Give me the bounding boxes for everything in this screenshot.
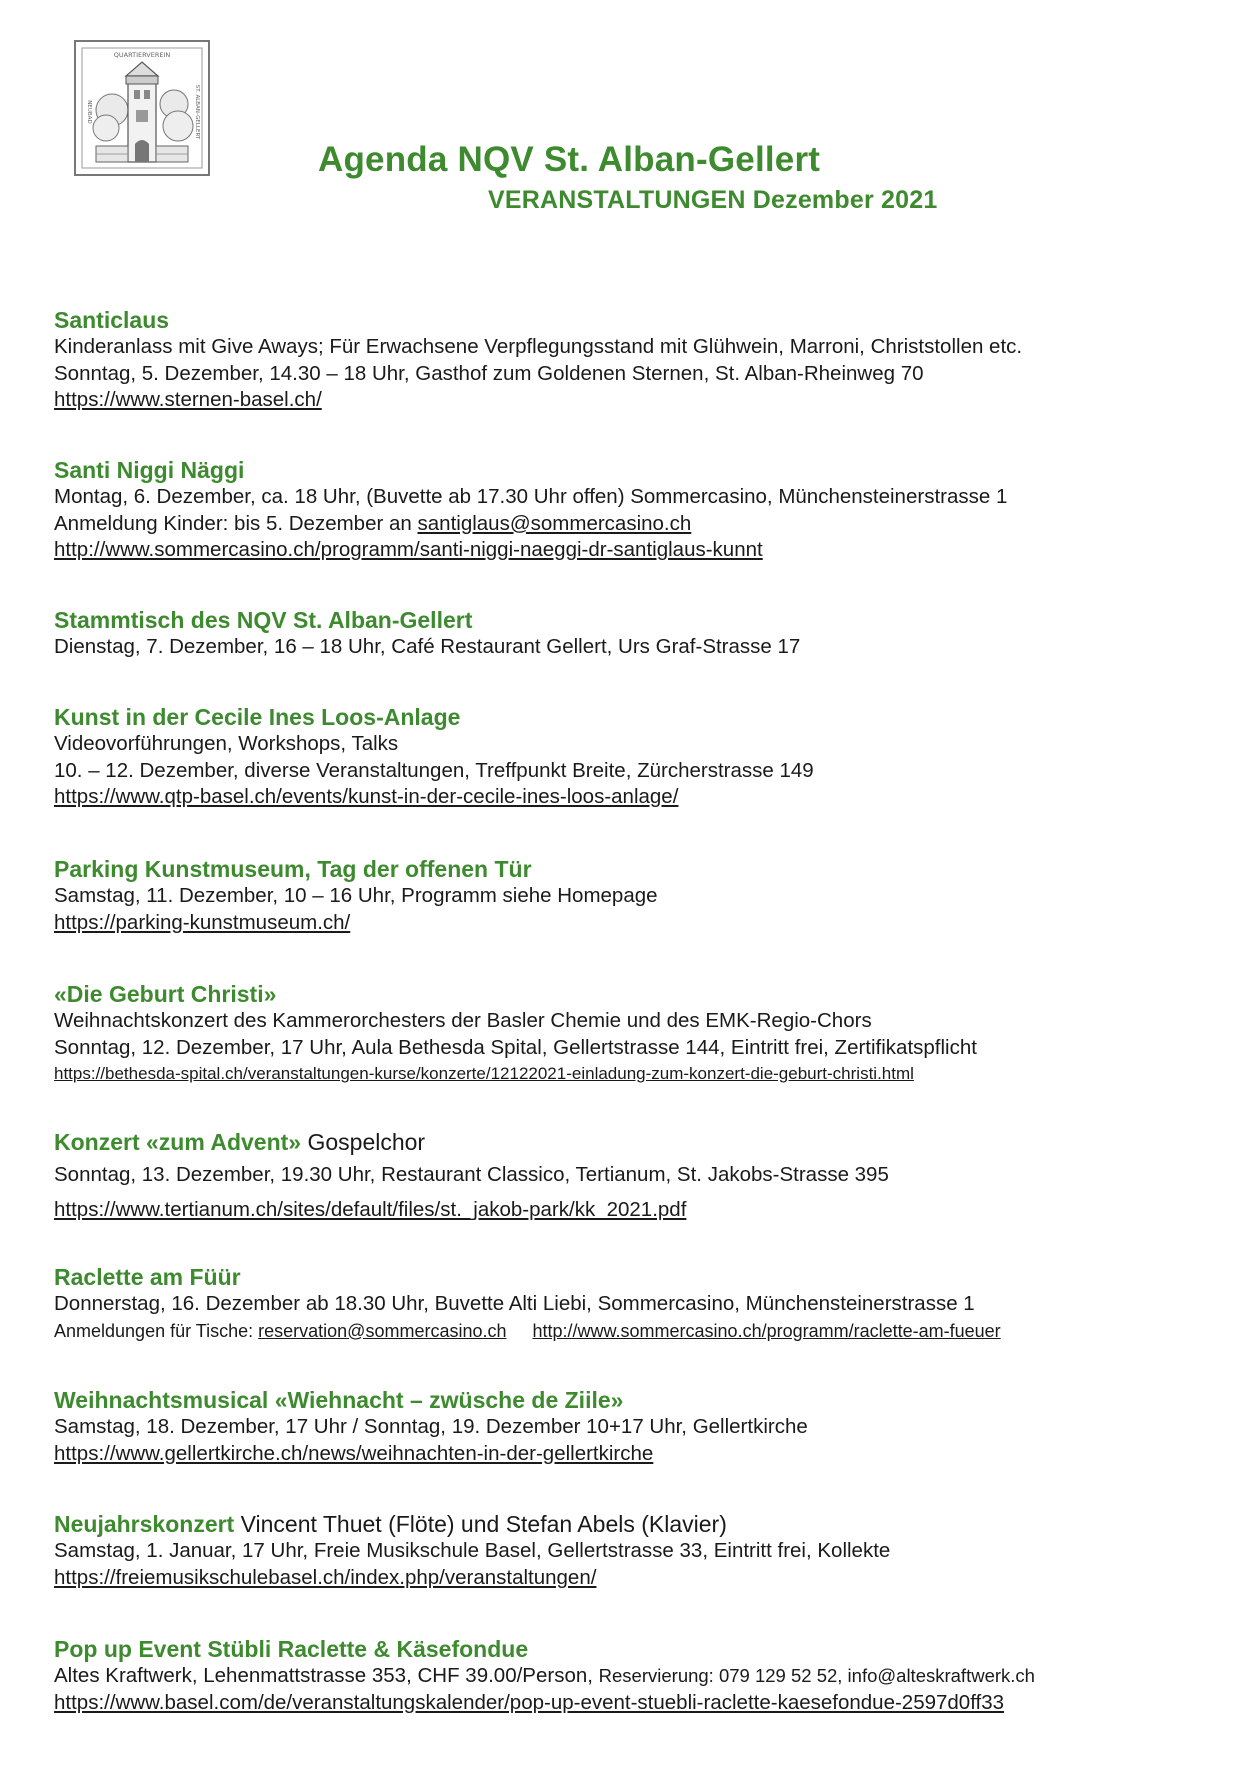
event-title — [54, 1128, 1234, 1156]
event-location-price: Altes Kraftwerk, Lehenmattstrasse 353, CHF 39.00/Person, — [54, 1664, 599, 1687]
logo-label-right: ST. ALBAN-GELLERT — [194, 84, 200, 140]
event-description: Videovorführungen, Workshops, Talks — [54, 732, 399, 755]
event-title — [54, 1510, 1234, 1538]
event-link[interactable]: https://www.basel.com/de/veranstaltungskalender/pop-up-event-stuebli-raclette-kaesefondue-2597d0ff33 — [54, 1690, 1005, 1714]
event-signup — [54, 1318, 1234, 1345]
event-date-location: Samstag, 18. Dezember, 17 Uhr / Sonntag, 19. Dezember 10+17 Uhr, Gellertkirche — [54, 1415, 808, 1438]
event-date-location: Sonntag, 13. Dezember, 19.30 Uhr, Restaurant Classico, Tertianum, St. Jakobs-Strasse 395 — [54, 1163, 889, 1186]
event-title-suffix: Vincent Thuet (Flöte) und Stefan Abels (Klavier) — [234, 1511, 727, 1537]
event-title: Parking Kunstmuseum, Tag der offenen Tür — [54, 856, 532, 882]
event-title-main: Konzert «zum Advent» — [54, 1129, 302, 1155]
event-stammtisch — [54, 606, 1234, 661]
event-link[interactable]: https://www.gellertkirche.ch/news/weihnachten-in-der-gellertkirche — [54, 1441, 654, 1465]
event-link[interactable]: https://freiemusikschulebasel.ch/index.php/veranstaltungen/ — [54, 1565, 597, 1589]
event-date-location: Samstag, 1. Januar, 17 Uhr, Freie Musikschule Basel, Gellertstrasse 33, Eintritt frei, Kollekte — [54, 1539, 891, 1562]
event-link[interactable]: http://www.sommercasino.ch/programm/santi-niggi-naeggi-dr-santiglaus-kunnt — [54, 538, 763, 561]
event-neujahrskonzert — [54, 1510, 1234, 1591]
event-santiclaus — [54, 306, 1234, 414]
event-reservation-contact: Reservierung: 079 129 52 52, info@alteskraftwerk.ch — [598, 1665, 1035, 1686]
event-title: Kunst in der Cecile Ines Loos-Anlage — [54, 704, 461, 730]
event-geburt-christi — [54, 980, 1234, 1088]
page-title: Agenda NQV St. Alban-Gellert — [318, 140, 821, 179]
signup-email-link[interactable]: santiglaus@sommercasino.ch — [417, 511, 692, 535]
event-title-main: Neujahrskonzert — [54, 1511, 235, 1537]
event-title: Weihnachtsmusical «Wiehnacht – zwüsche de Ziile» — [54, 1387, 624, 1413]
signup-label: Anmeldung Kinder: bis 5. Dezember an — [54, 511, 418, 535]
event-link[interactable]: https://www.sternen-basel.ch/ — [54, 388, 322, 411]
logo-label-top: QUARTIERVEREIN — [113, 51, 171, 59]
event-date-location: Dienstag, 7. Dezember, 16 – 18 Uhr, Café Restaurant Gellert, Urs Graf-Strasse 17 — [54, 635, 801, 658]
event-link[interactable]: https://parking-kunstmuseum.ch/ — [54, 910, 351, 934]
event-link[interactable]: http://www.sommercasino.ch/programm/raclette-am-fueuer — [532, 1320, 1001, 1341]
event-signup — [54, 511, 1234, 538]
event-link[interactable]: https://www.tertianum.ch/sites/default/files/st._jakob-park/kk_2021.pdf — [54, 1197, 687, 1221]
event-date-location: Sonntag, 5. Dezember, 14.30 – 18 Uhr, Gasthof zum Goldenen Sternen, St. Alban-Rheinweg 70 — [54, 361, 924, 385]
signup-label: Anmeldungen für Tische: — [54, 1320, 259, 1341]
event-title: Raclette am Füür — [54, 1264, 241, 1290]
event-date-location: Montag, 6. Dezember, ca. 18 Uhr, (Buvette ab 17.30 Uhr offen) Sommercasino, Münchensteinerstrasse 1 — [54, 485, 1008, 508]
event-kunst-loos-anlage — [54, 703, 1234, 811]
event-date-location: Samstag, 11. Dezember, 10 – 16 Uhr, Programm siehe Homepage — [54, 884, 658, 907]
event-title: «Die Geburt Christi» — [54, 981, 277, 1007]
logo-label-left: NEUBAD — [86, 100, 92, 124]
association-logo — [74, 40, 210, 176]
event-date-location: 10. – 12. Dezember, diverse Veranstaltungen, Treffpunkt Breite, Zürcherstrasse 149 — [54, 758, 814, 782]
event-date-location — [54, 1663, 1234, 1690]
event-description: Weihnachtskonzert des Kammerorchesters der Basler Chemie und des EMK-Regio-Chors — [54, 1009, 872, 1032]
event-description: Kinderanlass mit Give Aways; Für Erwachsene Verpflegungsstand mit Glühwein, Marroni, Christstollen etc. — [54, 335, 1023, 358]
event-date-location: Sonntag, 12. Dezember, 17 Uhr, Aula Bethesda Spital, Gellertstrasse 144, Eintritt frei, Zertifikatspflicht — [54, 1035, 977, 1059]
tower-emblem-icon — [74, 40, 210, 176]
event-title: Santi Niggi Näggi — [54, 457, 245, 483]
event-date-location: Donnerstag, 16. Dezember ab 18.30 Uhr, Buvette Alti Liebi, Sommercasino, Münchensteinerstrasse 1 — [54, 1292, 975, 1315]
event-pop-up-stuebli — [54, 1635, 1234, 1716]
event-link[interactable]: https://www.qtp-basel.ch/events/kunst-in-der-cecile-ines-loos-anlage/ — [54, 785, 679, 808]
event-weihnachtsmusical — [54, 1386, 1234, 1467]
event-raclette-fueuer — [54, 1263, 1234, 1344]
event-konzert-advent — [54, 1128, 1234, 1223]
event-parking-kunstmuseum — [54, 855, 1234, 936]
signup-email-link[interactable]: reservation@sommercasino.ch — [258, 1320, 507, 1341]
event-santi-niggi-naeggi — [54, 456, 1234, 564]
event-link[interactable]: https://bethesda-spital.ch/veranstaltungen-kurse/konzerte/12122021-einladung-zum-konzert-die-geburt-christi.html — [54, 1064, 914, 1083]
event-title: Pop up Event Stübli Raclette & Käsefondue — [54, 1636, 529, 1662]
page-subtitle: VERANSTALTUNGEN Dezember 2021 — [488, 186, 938, 214]
event-title: Stammtisch des NQV St. Alban-Gellert — [54, 607, 473, 633]
event-title: Santiclaus — [54, 307, 170, 333]
event-title-suffix: Gospelchor — [301, 1129, 426, 1155]
